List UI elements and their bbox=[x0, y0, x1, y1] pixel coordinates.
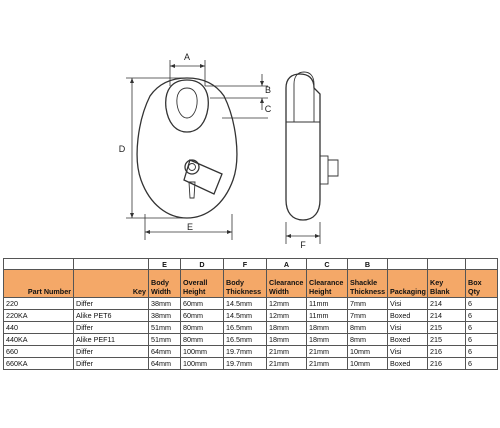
table-cell: 100mm bbox=[181, 358, 224, 370]
table-cell: 6 bbox=[466, 346, 498, 358]
table-cell: Differ bbox=[74, 322, 149, 334]
table-cell: 660KA bbox=[4, 358, 74, 370]
table-cell: 80mm bbox=[181, 334, 224, 346]
table-cell: 21mm bbox=[307, 358, 348, 370]
table-cell: 215 bbox=[428, 322, 466, 334]
dimension-label-a: A bbox=[183, 52, 191, 62]
table-cell: 18mm bbox=[307, 334, 348, 346]
table-cell: 80mm bbox=[181, 322, 224, 334]
table-cell: 18mm bbox=[307, 322, 348, 334]
column-header-clearance-height: Clearance Height bbox=[307, 270, 348, 298]
specification-table bbox=[3, 258, 498, 370]
table-cell: 216 bbox=[428, 346, 466, 358]
table-cell: 38mm bbox=[149, 298, 181, 310]
letter-cell: F bbox=[224, 259, 267, 270]
letter-cell bbox=[466, 259, 498, 270]
column-header-overall-height: Overall Height bbox=[181, 270, 224, 298]
table-cell: 21mm bbox=[307, 346, 348, 358]
table-cell: 7mm bbox=[348, 298, 388, 310]
column-header-body-width: Body Width bbox=[149, 270, 181, 298]
table-cell: 11mm bbox=[307, 298, 348, 310]
column-header-box-qty: Box Qty bbox=[466, 270, 498, 298]
table-cell: 10mm bbox=[348, 346, 388, 358]
table-cell: 19.7mm bbox=[224, 346, 267, 358]
table-cell: Boxed bbox=[388, 358, 428, 370]
table-cell: 14.5mm bbox=[224, 310, 267, 322]
front-view-shackle-inner bbox=[177, 88, 197, 118]
table-cell: 215 bbox=[428, 334, 466, 346]
dimension-label-d: D bbox=[118, 144, 126, 154]
table-cell: 214 bbox=[428, 310, 466, 322]
table-cell: 21mm bbox=[267, 358, 307, 370]
keyhole bbox=[185, 160, 199, 174]
column-header-part-number: Part Number bbox=[4, 270, 74, 298]
table-cell: 16.5mm bbox=[224, 322, 267, 334]
letter-cell bbox=[4, 259, 74, 270]
table-header-row bbox=[4, 270, 498, 298]
table-cell: 60mm bbox=[181, 310, 224, 322]
table-cell: 100mm bbox=[181, 346, 224, 358]
table-row bbox=[4, 322, 498, 334]
table-cell: Visi bbox=[388, 322, 428, 334]
table-cell: 11mm bbox=[307, 310, 348, 322]
table-cell: 8mm bbox=[348, 322, 388, 334]
letter-cell: C bbox=[307, 259, 348, 270]
table-cell: Visi bbox=[388, 346, 428, 358]
side-view-keyhole-boss bbox=[320, 156, 328, 184]
dimension-label-f: F bbox=[300, 240, 306, 250]
table-cell: Differ bbox=[74, 346, 149, 358]
table-cell: 64mm bbox=[149, 358, 181, 370]
table-cell: 12mm bbox=[267, 310, 307, 322]
table-cell: 10mm bbox=[348, 358, 388, 370]
letter-cell: E bbox=[149, 259, 181, 270]
dimension-label-c: C bbox=[264, 104, 272, 114]
column-header-key: Key bbox=[74, 270, 149, 298]
table-cell: 18mm bbox=[267, 334, 307, 346]
table-cell: 7mm bbox=[348, 310, 388, 322]
letter-cell: A bbox=[267, 259, 307, 270]
table-cell: 214 bbox=[428, 298, 466, 310]
table-cell: 6 bbox=[466, 298, 498, 310]
column-header-packaging: Packaging bbox=[388, 270, 428, 298]
table-cell: Differ bbox=[74, 298, 149, 310]
table-cell: 14.5mm bbox=[224, 298, 267, 310]
table-cell: 6 bbox=[466, 358, 498, 370]
table-cell: 51mm bbox=[149, 322, 181, 334]
column-header-body-thickness: Body Thickness bbox=[224, 270, 267, 298]
table-row bbox=[4, 298, 498, 310]
table-cell: 220 bbox=[4, 298, 74, 310]
table-cell: Differ bbox=[74, 358, 149, 370]
table-cell: 6 bbox=[466, 334, 498, 346]
table-row bbox=[4, 346, 498, 358]
table-cell: Visi bbox=[388, 298, 428, 310]
dimension-letter-row bbox=[4, 259, 498, 270]
table-cell: 18mm bbox=[267, 322, 307, 334]
table-cell: 60mm bbox=[181, 298, 224, 310]
column-header-clearance-width: Clearance Width bbox=[267, 270, 307, 298]
letter-cell bbox=[74, 259, 149, 270]
table-cell: Alike PET6 bbox=[74, 310, 149, 322]
table-cell: 51mm bbox=[149, 334, 181, 346]
letter-cell bbox=[388, 259, 428, 270]
column-header-key-blank: Key Blank bbox=[428, 270, 466, 298]
table-cell: 660 bbox=[4, 346, 74, 358]
table-row bbox=[4, 358, 498, 370]
dimension-label-b: B bbox=[264, 85, 272, 95]
front-view-body bbox=[137, 78, 237, 218]
side-view-body bbox=[286, 74, 320, 220]
table-cell: 8mm bbox=[348, 334, 388, 346]
side-view-shackle bbox=[294, 72, 314, 122]
table-cell: Boxed bbox=[388, 334, 428, 346]
table-cell: 6 bbox=[466, 322, 498, 334]
table-cell: 16.5mm bbox=[224, 334, 267, 346]
table-cell: Boxed bbox=[388, 310, 428, 322]
letter-cell: B bbox=[348, 259, 388, 270]
table-cell: 440KA bbox=[4, 334, 74, 346]
table-cell: 38mm bbox=[149, 310, 181, 322]
table-cell: 6 bbox=[466, 310, 498, 322]
letter-cell bbox=[428, 259, 466, 270]
table-cell: 12mm bbox=[267, 298, 307, 310]
table-cell: Alike PEF11 bbox=[74, 334, 149, 346]
table-cell: 21mm bbox=[267, 346, 307, 358]
table-cell: 64mm bbox=[149, 346, 181, 358]
table-cell: 220KA bbox=[4, 310, 74, 322]
dimension-label-e: E bbox=[186, 222, 194, 232]
table-row bbox=[4, 310, 498, 322]
table-cell: 440 bbox=[4, 322, 74, 334]
table-row bbox=[4, 334, 498, 346]
letter-cell: D bbox=[181, 259, 224, 270]
table-cell: 19.7mm bbox=[224, 358, 267, 370]
column-header-shackle-thickness: Shackle Thickness bbox=[348, 270, 388, 298]
table-cell: 216 bbox=[428, 358, 466, 370]
